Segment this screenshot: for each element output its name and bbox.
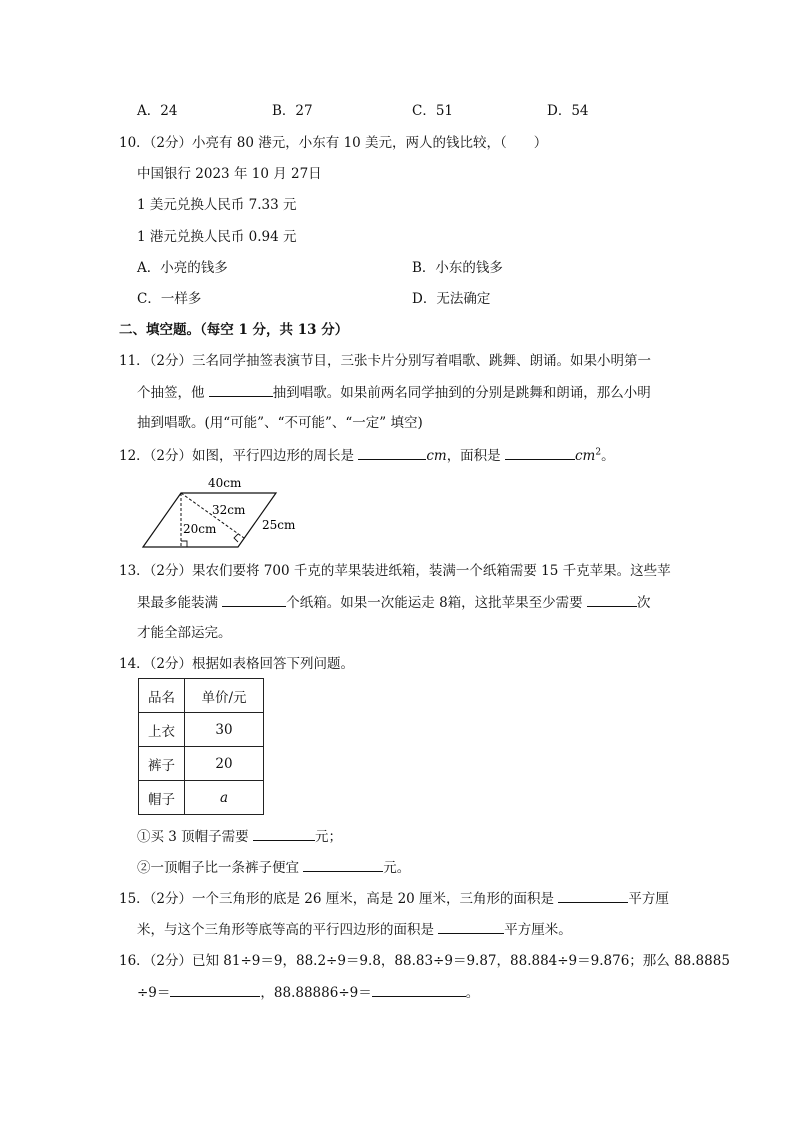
- q15-triangle-area-blank[interactable]: [558, 888, 628, 903]
- q11-line2: [137, 382, 651, 403]
- q13-text: 个纸箱。如果一次能运走 8箱，这批苹果至少需要: [286, 595, 587, 611]
- table-cell: 裤子: [139, 747, 185, 781]
- parallelogram-figure: [136, 470, 316, 552]
- q11-answer-blank[interactable]: [209, 382, 273, 397]
- price-table: [138, 678, 264, 815]
- q12-stem: [119, 445, 615, 466]
- right-angle-mark: [234, 534, 238, 542]
- table-header-row: [139, 679, 264, 713]
- q13-text: 果最多能装满: [137, 595, 223, 611]
- q10-info-usd: 1 美元兑换人民币 7.33 元: [137, 197, 297, 213]
- q14-text: 元。: [383, 860, 411, 876]
- q11-text: 抽到唱歌。如果前两名同学抽到的分别是跳舞和朗诵，那么小明: [272, 385, 651, 401]
- q12-text: 12．（2分）如图，平行四边形的周长是: [119, 448, 359, 464]
- q11-line1: 11．（2分）三名同学抽签表演节目，三张卡片分别写着唱歌、跳舞、朗诵。如果小明第一: [119, 353, 652, 369]
- q10-option-d: D．无法确定: [412, 291, 491, 307]
- q10-info-hkd: 1 港元兑换人民币 0.94 元: [137, 229, 297, 245]
- table-header: 单价/元: [185, 679, 264, 713]
- label-height: 20cm: [183, 522, 217, 536]
- q16-line2: [137, 982, 479, 1003]
- q13-line1: 13．（2分）果农们要将 700 千克的苹果装进纸箱，装满一个纸箱需要 15 千克苹果。这些苹: [119, 563, 671, 579]
- q13-line3: 才能全部运完。: [137, 625, 232, 641]
- q15-text: 15．（2分）一个三角形的底是 26 厘米，高是 20 厘米，三角形的面积是: [119, 891, 559, 907]
- q10-option-a: A．小亮的钱多: [137, 260, 228, 276]
- q10-option-b: B．小东的钱多: [412, 260, 503, 276]
- label-diagonal: 32cm: [212, 503, 246, 517]
- q13-boxes-blank[interactable]: [222, 592, 286, 607]
- table-cell: 20: [185, 747, 264, 781]
- q13-text: 次: [636, 595, 651, 611]
- q14-text: ②一顶帽子比一条裤子便宜: [137, 860, 304, 876]
- q15-line1: [119, 888, 669, 909]
- q16-answer1-blank[interactable]: [170, 982, 260, 997]
- q14-sub2: [137, 857, 410, 878]
- q14-sub1: [137, 826, 342, 847]
- q15-text: 米，与这个三角形等底等高的平行四边形的面积是: [137, 922, 439, 938]
- q9-option-a: A．24: [137, 103, 178, 119]
- table-cell: 30: [185, 713, 264, 747]
- q15-line2: [137, 919, 572, 940]
- q11-line3: 抽到唱歌。(用“可能”、“不可能”、“一定” 填空): [137, 415, 423, 431]
- q16-text: 。: [465, 985, 480, 1001]
- table-row: [139, 747, 264, 781]
- q12-text: 。: [601, 448, 615, 464]
- q11-text: 个抽签，他: [137, 385, 209, 401]
- table-row: [139, 713, 264, 747]
- right-angle-mark: [181, 541, 187, 547]
- q12-unit-exponent: 2: [595, 447, 602, 458]
- q9-option-c: C．51: [412, 103, 454, 119]
- q15-text: 平方厘: [628, 891, 669, 907]
- q10-option-c: C．一样多: [137, 291, 202, 307]
- q15-parallelogram-area-blank[interactable]: [438, 919, 504, 934]
- q14-stem: 14．（2分）根据如表格回答下列问题。: [119, 656, 355, 672]
- q12-unit: cm: [574, 448, 596, 464]
- q10-stem: 10．（2分）小亮有 80 港元，小东有 10 美元，两人的钱比较，（ ）: [119, 135, 548, 151]
- table-cell: 上衣: [139, 713, 185, 747]
- q16-line1: 16．（2分）已知 81÷9＝9，88.2÷9＝9.8，88.83÷9＝9.87，88.884÷9＝9.876；那么 88.8885: [119, 953, 730, 969]
- q14-text: 元；: [314, 829, 342, 845]
- table-cell: 帽子: [139, 781, 185, 815]
- section-title: 二、填空题。（每空 1 分，共 13 分）: [119, 322, 349, 338]
- q14-sub2-blank[interactable]: [303, 857, 383, 872]
- label-side: 25cm: [262, 518, 296, 532]
- table-cell: a: [185, 781, 264, 815]
- q14-sub1-blank[interactable]: [253, 826, 315, 841]
- q12-area-blank[interactable]: [505, 445, 575, 460]
- q9-option-b: B．27: [272, 103, 313, 119]
- table-header: 品名: [139, 679, 185, 713]
- table-row: [139, 781, 264, 815]
- q16-text: ，88.88886÷9＝: [260, 985, 372, 1001]
- label-top: 40cm: [208, 476, 242, 490]
- q13-line2: [137, 592, 650, 613]
- q13-trips-blank[interactable]: [587, 592, 637, 607]
- q15-text: 平方厘米。: [504, 922, 572, 938]
- q12-unit: cm: [426, 448, 447, 464]
- q9-option-d: D．54: [547, 103, 589, 119]
- parallelogram-shape: [143, 493, 276, 547]
- q16-text: ÷9＝: [137, 985, 171, 1001]
- q12-perimeter-blank[interactable]: [358, 445, 426, 460]
- q16-answer2-blank[interactable]: [372, 982, 466, 997]
- q14-text: ①买 3 顶帽子需要: [137, 829, 253, 845]
- q10-info-date: 中国银行 2023 年 10 月 27日: [137, 166, 322, 182]
- q12-text: ，面积是: [446, 448, 505, 464]
